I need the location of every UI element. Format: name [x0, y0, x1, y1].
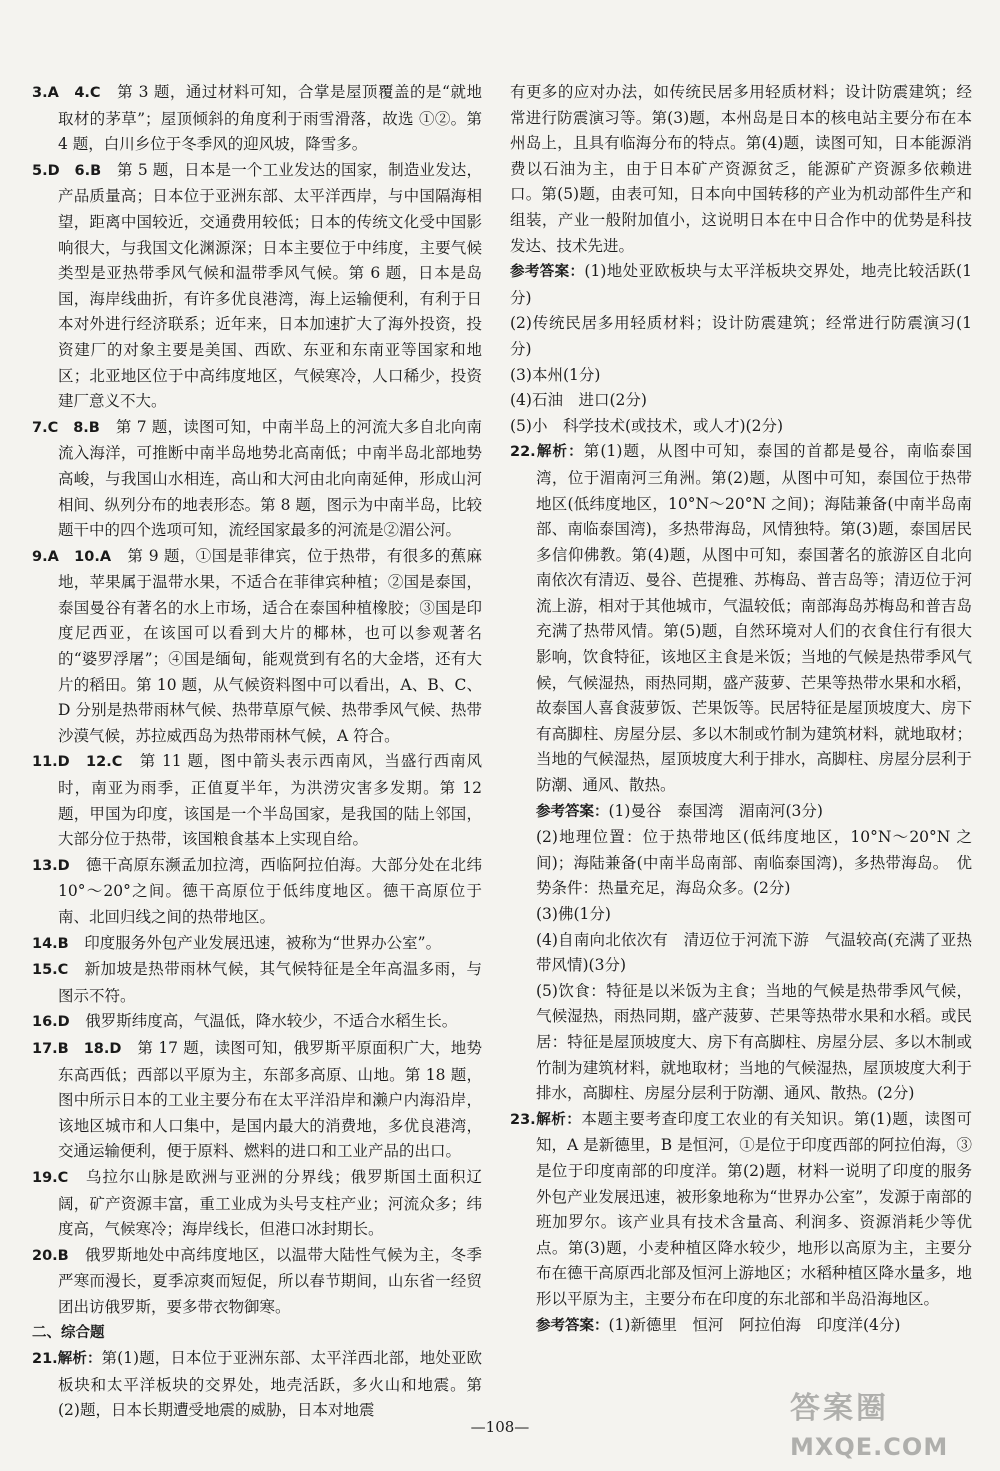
watermark-logo: 答案圈 — [790, 1391, 889, 1426]
question-number: 22. — [510, 444, 536, 461]
question-23-analysis — [510, 1107, 972, 1313]
question-number: 13.D — [32, 857, 70, 874]
question-22-answer: (5)饮食：特征是以米饭为主食；当地的气候是热带季风气候，气候湿热，雨热同期，盛产菠萝、芒果等热带水果和水稻。或民居：特征是屋顶坡度大、房下有高脚柱、房屋分层、多以木制或竹制为建筑材料，就地取材；当地的气候湿热，屋顶坡度大利于排水，高脚柱、房屋分层利于防潮、通风、散热。(2分) — [536, 981, 972, 1103]
answer-item-17-18 — [32, 1036, 482, 1165]
explanation-text: 第 7 题，读图可知，中南半岛上的河流大多自北向南流入海洋，可推断中南半岛地势北高南低；中南半岛北部地势高峻，与我国山水相连，高山和大河由北向南延伸，形成山河相间、纵列分布的地表形态。第 8 题，图示为中南半岛，比较题干中的四个选项可知，流经国家最多的河流是②湄公河。 — [58, 417, 483, 540]
question-number: 9.A 10.A — [32, 548, 112, 565]
question-21-answer: (2)传统民居多用轻质材料；设计防震建筑；经常进行防震演习(1分) — [510, 314, 972, 358]
explanation-text: 第 17 题，读图可知，俄罗斯平原面积广大，地势东高西低；西部以平原为主，东部多高原、山地。第 18 题，图中所示日本的工业主要分布在太平洋沿岸和濑户内海沿岸，该地区城市和人口集中，是国内最大的消费地，多优良港湾，交通运输便利，便于原料、燃料的进口和工业产品的出口。 — [58, 1038, 482, 1161]
explanation-text: 印度服务外包产业发展迅速，被称为“世界办公室”。 — [68, 933, 442, 952]
question-number: 17.B 18.D — [32, 1040, 122, 1057]
question-22-answer: (4)自南向北依次有 清迈位于河流下游 气温较高(充满了亚热带风情)(3分) — [536, 930, 972, 975]
question-number: 20.B — [32, 1247, 69, 1264]
answer-item-5-6 — [32, 158, 482, 415]
right-column — [510, 80, 972, 1339]
answer-item-20 — [32, 1243, 482, 1321]
explanation-text: 乌拉尔山脉是欧洲与亚洲的分界线；俄罗斯国土面积辽阔，矿产资源丰富，重工业成为头号支柱产业；河流众多；纬度高，气候寒冷；海岸线长，但港口冰封期长。 — [58, 1167, 482, 1239]
question-22-analysis — [510, 439, 972, 798]
explanation-text: 德干高原东濒孟加拉湾，西临阿拉伯海。大部分处在北纬 10°～20°之间。德干高原位于低纬度地区。德干高原位于南、北回归线之间的热带地区。 — [58, 855, 482, 926]
answer-label: 参考答案： — [536, 1317, 609, 1334]
watermark — [790, 1383, 990, 1465]
explanation-text: 俄罗斯纬度高，气温低，降水较少，不适合水稻生长。 — [69, 1012, 458, 1031]
explanation-text: 第 11 题，图中箭头表示西南风，当盛行西南风时，南亚为雨季，正值夏半年，为洪涝灾害多发期。第 12 题，甲国为印度，该国是一个半岛国家，是我国的陆上邻国，大部分位于热带，该国粮食基本上实现自给。 — [58, 752, 482, 849]
question-number: 19.C — [32, 1169, 69, 1186]
answer-item-11-12 — [32, 749, 482, 852]
question-number: 23. — [510, 1111, 536, 1128]
question-number: 11.D 12.C — [32, 754, 123, 771]
question-21-answer: (4)石油 进口(2分) — [510, 391, 647, 410]
question-21-answer: (5)小 科学技术(或技术，或人才)(2分) — [510, 416, 784, 435]
answer-item-7-8 — [32, 415, 482, 544]
answer-item-14 — [32, 931, 482, 958]
answer-label: 参考答案： — [536, 803, 609, 820]
answer-item-13 — [32, 853, 482, 931]
explanation-text: 第(1)题，从图中可知，泰国的首都是曼谷，南临泰国湾，位于湄南河三角洲。第(2)题，从图中可知，泰国位于热带地区(低纬度地区，10°N～20°N 之间)；海陆兼备(中南半岛南部、南临泰国湾)，多热带海岛，风情独特。第(3)题，泰国居民多信仰佛教。第(4)题，从图中可知，泰国著名的旅游区自北向南依次有清迈、曼谷、芭提雅、苏梅岛、普吉岛等；清迈位于河流上游，相对于其他城市，气温较低；南部海岛苏梅岛和普吉岛充满了热带风情。第(5)题，自然环境对人们的衣食住行有很大影响，饮食特征，该地区主食是米饭；当地的气候是热带季风气候，气候湿热，雨热同期，盛产菠萝、芒果等热带水果和水稻，故泰国人喜食菠萝饭、芒果饭等。民居特征是屋顶坡度大、房下有高脚柱、房屋分层、多以木制或竹制为建筑材料，就地取材；当地的气候湿热，屋顶坡度大利于排水，高脚柱、房屋分层利于防潮、通风、散热。 — [536, 442, 972, 795]
section-title: 二、综合题 — [32, 1324, 105, 1341]
question-number: 21. — [32, 1351, 58, 1368]
explanation-text: 新加坡是热带雨林气候，其气候特征是全年高温多雨，与图示不符。 — [58, 960, 482, 1005]
analysis-label: 解析： — [535, 1111, 582, 1128]
answer-item-3-4 — [32, 80, 482, 158]
explanation-text: 俄罗斯地处中高纬度地区，以温带大陆性气候为主，冬季严寒而漫长，夏季凉爽而短促，所以春节期间，山东省一经贸团出访俄罗斯，要多带衣物御寒。 — [58, 1245, 482, 1316]
question-21-analysis-continued: 有更多的应对办法，如传统民居多用轻质材料；设计防震建筑；经常进行防震演习等。第(3)题，本州岛是日本的核电站主要分布在本州岛上，且具有临海分布的特点。第(4)题，读图可知，日本能源消费以石油为主，由于日本矿产资源贫乏，能源矿产资源多依赖进口。第(5)题，由表可知，日本向中国转移的产业为机动部件生产和组装，产业一般附加值小，这说明日本在中日合作中的优势是科技发达、技术先进。 — [510, 83, 972, 255]
question-21-analysis — [32, 1346, 482, 1424]
answer-item-9-10 — [32, 544, 482, 750]
question-21-answer: (3)本州(1分) — [510, 365, 601, 384]
answer-text: (1)曼谷 泰国湾 湄南河(3分) — [608, 801, 823, 820]
answer-item-15 — [32, 957, 482, 1009]
question-23-answer — [510, 1313, 972, 1340]
answer-label: 参考答案： — [510, 264, 585, 281]
answer-text: (1)新德里 恒河 阿拉伯海 印度洋(4分) — [608, 1315, 901, 1334]
question-number: 7.C 8.B — [32, 419, 100, 436]
answer-item-19 — [32, 1165, 482, 1243]
explanation-text: 第 9 题，①国是菲律宾，位于热带，有很多的蕉麻地，苹果属于温带水果，不适合在菲律宾种植；②国是泰国，泰国曼谷有著名的水上市场，适合在泰国种植橡胶；③国是印度尼西亚，在该国可以看到大片的椰林，也可以参观著名的“婆罗浮屠”；④国是缅甸，能观赏到有名的大金塔，还有大片的稻田。第 10 题，从气候资料图中可以看出，A、B、C、D 分别是热带雨林气候、热带草原气候、热带季风气候、热带沙漠气候，苏拉威西岛为热带雨林气候，A 符合。 — [58, 546, 482, 745]
answer-text: (1)地处亚欧板块与太平洋板块交界处，地壳比较活跃(1分) — [510, 262, 973, 307]
analysis-label: 解析： — [535, 444, 584, 461]
question-22-answer — [510, 799, 972, 826]
explanation-text: 第(1)题，日本位于亚洲东部、太平洋西北部，地处亚欧板块和太平洋板块的交界处，地壳活跃，多火山和地震。第(2)题，日本长期遭受地震的威胁，日本对地震 — [58, 1349, 483, 1420]
explanation-text: 第 5 题，日本是一个工业发达的国家，制造业发达，产品质量高；日本位于亚洲东部、太平洋西岸，与中国隔海相望，距离中国较近，交通费用较低；日本的传统文化受中国影响很大，与我国文化渊源深；日本主要位于中纬度，主要气候类型是亚热带季风气候和温带季风气候。第 6 题，日本是岛国，海岸线曲折，有许多优良港湾，海上运输便利，有利于日本对外进行经济联系；近年来，日本加速扩大了海外投资，投资建厂的对象主要是美国、西欧、东亚和东南亚等国家和地区；北亚地区位于中高纬度地区，气候寒冷，人口稀少，投资建厂意义不大。 — [58, 160, 482, 411]
question-number: 3.A 4.C — [32, 85, 101, 101]
answer-item-16 — [32, 1009, 482, 1036]
question-number: 14.B — [32, 935, 69, 952]
question-22-answer: (3)佛(1分) — [536, 905, 611, 923]
question-number: 5.D 6.B — [32, 162, 102, 179]
analysis-label: 解析： — [57, 1351, 102, 1368]
explanation-text: 第 3 题，通过材料可知，合掌是屋顶覆盖的是“就地取材的茅草”；屋顶倾斜的角度利于雨雪滑落，故选 ①②。第 4 题，白川乡位于冬季风的迎风坡，降雪多。 — [58, 83, 482, 154]
explanation-text: 本题主要考查印度工农业的有关知识。第(1)题，读图可知，A 是新德里，B 是恒河，①是位于印度西部的阿拉伯海，③是位于印度南部的印度洋。第(2)题，材料一说明了印度的服务外包产业发展迅速，被形象地称为“世界办公室”，发源于南部的班加罗尔。该产业具有技术含量高、利润多、资源消耗少等优点。第(3)题，小麦种植区降水较少，地形以高原为主，主要分布在德干高原西北部及恒河上游地区；水稻种植区降水量多，地形以平原为主，主要分布在印度的东北部和半岛沿海地区。 — [536, 1109, 972, 1308]
page-number: —108— — [470, 1418, 530, 1436]
question-21-answer — [510, 259, 972, 311]
question-number: 15.C — [32, 962, 69, 979]
watermark-url: MXQE.COM — [790, 1433, 949, 1461]
question-number: 16.D — [32, 1014, 70, 1031]
question-22-answer: (2)地理位置：位于热带地区(低纬度地区，10°N～20°N 之间)；海陆兼备(中南半岛南部、南临泰国湾)，多热带海岛。 优势条件：热量充足，海岛众多。(2分) — [536, 828, 972, 898]
left-column — [32, 80, 482, 1424]
